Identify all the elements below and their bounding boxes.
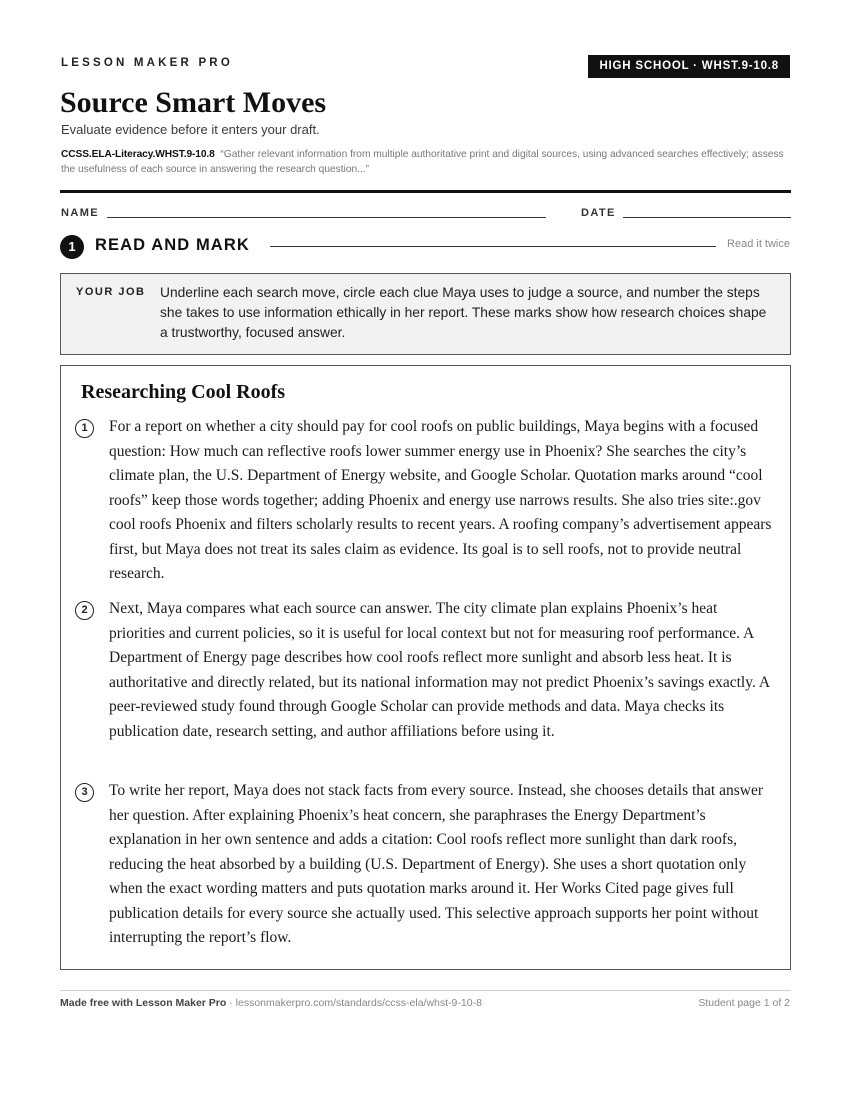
section-title: READ AND MARK: [95, 236, 250, 254]
worksheet-title: Source Smart Moves: [60, 86, 327, 119]
standard-code: CCSS.ELA-Literacy.WHST.9-10.8: [61, 149, 215, 160]
section-number-badge: 1: [60, 235, 84, 259]
brand-name: LESSON MAKER PRO: [61, 57, 233, 69]
reading-passage: [60, 365, 791, 970]
date-line[interactable]: [623, 217, 791, 218]
paragraph-number-3: 3: [75, 783, 94, 802]
footer-divider: [60, 990, 791, 991]
job-instructions-box: [60, 273, 791, 355]
footer-page-number: Student page 1 of 2: [698, 997, 790, 1009]
paragraph-number-1: 1: [75, 419, 94, 438]
name-line[interactable]: [107, 217, 546, 218]
passage-paragraph-2: Next, Maya compares what each source can answer. The city climate plan explains Phoenix’s heat priorities and current policies, so it is useful for local context but not for measuring roof performance. A Department of Energy page describes how cool roofs reflect more sunlight and absorb less heat. It is authoritative and directly related, but its national information may not predict Phoenix’s savings exactly. A peer-reviewed study found through Google Scholar can provide methods and data. Maya checks its publication date, research setting, and author affiliations before using it.: [109, 600, 770, 740]
passage-paragraph-1: For a report on whether a city should pay for cool roofs on public buildings, Maya begins with a focused question: How much can reflective roofs lower summer energy use in Phoenix? She searches the city’s climate plan, the U.S. Department of Energy website, and Google Scholar. Quotation marks around “cool roofs” keep those words together; adding Phoenix and energy use narrows results. She also tries site:.gov cool roofs Phoenix and filters scholarly results to recent years. A roofing company’s advertisement appears first, but Maya does not treat its sales claim as evidence. Its goal is to sell roofs, not to provide neutral research.: [109, 418, 772, 582]
passage-title: Researching Cool Roofs: [81, 381, 286, 403]
worksheet-subtitle: Evaluate evidence before it enters your draft.: [61, 122, 320, 137]
header-divider: [60, 190, 791, 193]
standard-quote: “Gather relevant information from multiple authoritative print and digital sources, using advanced searches effectively; assess the usefulness of each source in answering the research question...”: [61, 149, 784, 175]
passage-paragraph-3: To write her report, Maya does not stack facts from every source. Instead, she chooses details that answer her question. After explaining Phoenix’s heat concern, she paraphrases the Energy Department’s explanation in her own sentence and adds a citation: Cool roofs reflect more sunlight than dark roofs, reducing the heat absorbed by a building (U.S. Department of Energy). She uses a short quotation only when the exact wording matters and puts quotation marks around it. Her Works Cited page gives full publication details for every source she actually used. This selective approach supports her point without interrupting the report’s flow.: [109, 782, 763, 946]
job-label: YOUR JOB: [76, 286, 146, 298]
job-text: Underline each search move, circle each clue Maya uses to judge a source, and number the steps she takes to use information ethically in her report. These marks show how research choices shape a trustworthy, focused answer.: [160, 285, 767, 340]
standard-citation: [61, 147, 791, 177]
date-label: DATE: [581, 207, 616, 219]
footer-credit: [60, 997, 482, 1009]
section-note: Read it twice: [727, 238, 790, 250]
footer-url[interactable]: · lessonmakerpro.com/standards/ccss-ela/whst-9-10-8: [229, 997, 482, 1009]
grade-standard-badge: HIGH SCHOOL · WHST.9-10.8: [588, 55, 790, 78]
section-rule: [270, 246, 716, 247]
footer-made-with: Made free with Lesson Maker Pro: [60, 997, 227, 1009]
paragraph-number-2: 2: [75, 601, 94, 620]
name-label: NAME: [61, 207, 99, 219]
